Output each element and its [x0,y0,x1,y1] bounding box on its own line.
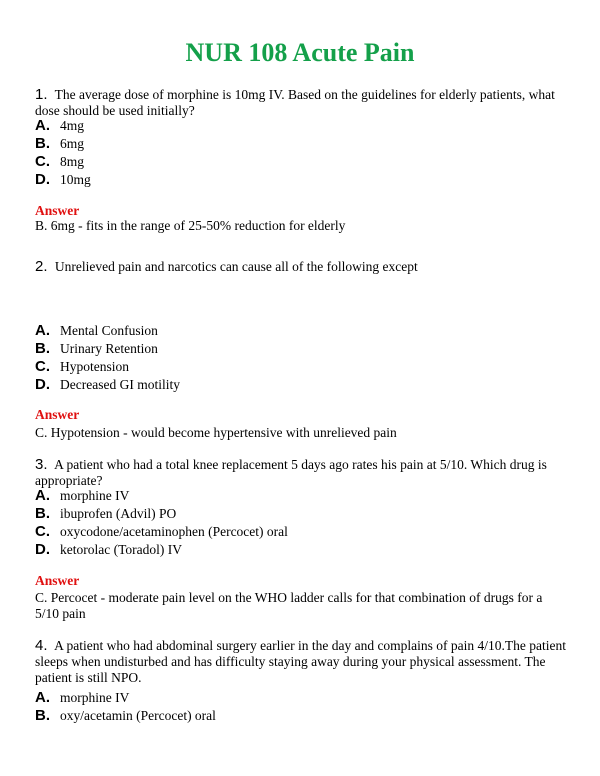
option-3b [35,505,555,523]
option-letter: A. [35,689,50,706]
answer-text: C. Hypotension - would become hypertensive with unrelieved pain [35,425,397,440]
option-letter: D. [35,376,50,393]
answer-label: Answer [35,573,80,588]
option-letter: A. [35,487,50,504]
option-text: 8mg [60,154,85,169]
option-1b [35,135,555,153]
question-number: 2. [35,258,48,275]
page-title: NUR 108 Acute Pain [185,38,415,67]
option-text: morphine IV [60,690,130,705]
question-text: Unrelieved pain and narcotics can cause all of the following except [54,259,418,274]
question-2 [35,259,570,275]
question-number: 1. [35,86,48,103]
option-text: morphine IV [60,488,130,503]
option-2c [35,358,555,376]
option-text: oxy/acetamin (Percocet) oral [60,708,216,723]
option-letter: A. [35,322,50,339]
option-text: Urinary Retention [60,341,158,356]
question-4 [35,638,570,686]
option-text: ibuprofen (Advil) PO [60,506,177,521]
question-text: A patient who had a total knee replacement 5 days ago rates his pain at 5/10. Which drug is appropriate? [35,457,547,488]
option-text: oxycodone/acetaminophen (Percocet) oral [60,524,288,539]
question-1 [35,87,570,119]
option-text: Decreased GI motility [60,377,180,392]
option-1a [35,117,555,135]
answer-label: Answer [35,203,80,218]
option-letter: B. [35,340,50,357]
option-4b [35,707,555,725]
question-text: A patient who had abdominal surgery earlier in the day and complains of pain 4/10.The patient sleeps when undisturbed and has difficulty staying away during your physical assessment. The patient is still NPO. [35,638,567,685]
option-text: ketorolac (Toradol) IV [60,542,183,557]
question-text: The average dose of morphine is 10mg IV. Based on the guidelines for elderly patients, what dose should be used initially? [35,87,555,118]
option-2a [35,322,555,340]
question-number: 3. [35,456,48,473]
option-letter: C. [35,358,50,375]
answer-text: B. 6mg - fits in the range of 25-50% reduction for elderly [35,218,346,233]
option-letter: B. [35,135,50,152]
answer-text: C. Percocet - moderate pain level on the WHO ladder calls for that combination of drugs for a 5/10 pain [35,590,543,621]
option-3c [35,523,555,541]
option-letter: B. [35,505,50,522]
option-letter: A. [35,117,50,134]
option-2d [35,376,555,394]
option-text: 10mg [60,172,91,187]
option-4a [35,689,555,707]
option-text: 4mg [60,118,85,133]
option-letter: C. [35,523,50,540]
option-letter: B. [35,707,50,724]
option-text: Mental Confusion [60,323,158,338]
option-3a [35,487,555,505]
option-1d [35,171,555,189]
answer-label: Answer [35,407,80,422]
option-1c [35,153,555,171]
option-text: 6mg [60,136,85,151]
question-number: 4. [35,637,48,654]
option-text: Hypotension [60,359,129,374]
option-letter: C. [35,153,50,170]
option-letter: D. [35,541,50,558]
option-2b [35,340,555,358]
question-3 [35,457,570,489]
option-letter: D. [35,171,50,188]
option-3d [35,541,555,559]
